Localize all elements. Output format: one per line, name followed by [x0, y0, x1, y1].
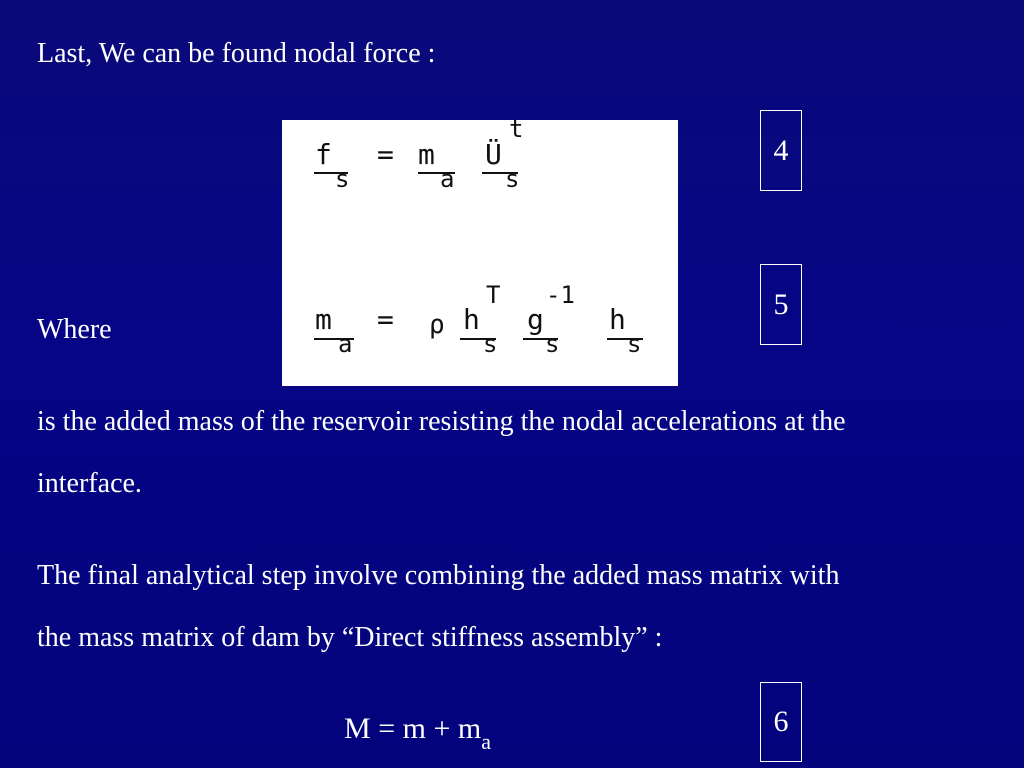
eq5-h2: h	[609, 303, 626, 336]
eq4-m: m	[418, 138, 435, 171]
eq4-f-sub: s	[335, 165, 350, 193]
eq5-h1-sup: T	[486, 281, 501, 309]
eq4-equals: =	[377, 138, 394, 171]
eq5-rho: ρ	[429, 310, 445, 340]
eq5-h1-sub: s	[483, 330, 498, 358]
final-equation-term-2: m	[457, 712, 482, 745]
intro-text: Last, We can be found nodal force :	[37, 38, 436, 69]
eq5-equals: =	[377, 303, 394, 336]
equation-image-svg	[282, 120, 678, 386]
equation-number-6: 6	[760, 682, 802, 762]
eq5-m-sub: a	[338, 330, 353, 358]
where-label: Where	[37, 314, 112, 345]
eq4-f: f	[315, 138, 332, 171]
eq4-u-sup: t	[509, 120, 524, 143]
eq5-g-sup: -1	[546, 281, 575, 309]
eq4-m-sub: a	[440, 165, 455, 193]
final-step-line-1: The final analytical step involve combining the added mass matrix with	[37, 560, 840, 591]
equation-image	[282, 120, 678, 386]
description-line-1: is the added mass of the reservoir resisting the nodal accelerations at the	[37, 406, 846, 437]
eq5-g-sub: s	[545, 330, 560, 358]
final-equation-lhs: M	[344, 712, 371, 745]
final-equation-term-2-subscript: a	[481, 729, 491, 754]
equation-number-5: 5	[760, 264, 802, 345]
final-step-line-2: the mass matrix of dam by “Direct stiffness assembly” :	[37, 622, 663, 653]
final-equation-term-1: m	[402, 712, 426, 745]
final-equation-operator: =	[378, 712, 396, 745]
eq5-g: g	[527, 303, 544, 336]
eq4-u: Ü	[485, 138, 502, 171]
description-line-2: interface.	[37, 468, 142, 499]
final-equation-plus: +	[433, 712, 451, 745]
eq5-h2-sub: s	[627, 330, 642, 358]
final-mass-equation	[344, 712, 491, 754]
eq5-m: m	[315, 303, 332, 336]
eq5-h1: h	[463, 303, 480, 336]
eq4-u-sub: s	[505, 165, 520, 193]
equation-number-4: 4	[760, 110, 802, 191]
